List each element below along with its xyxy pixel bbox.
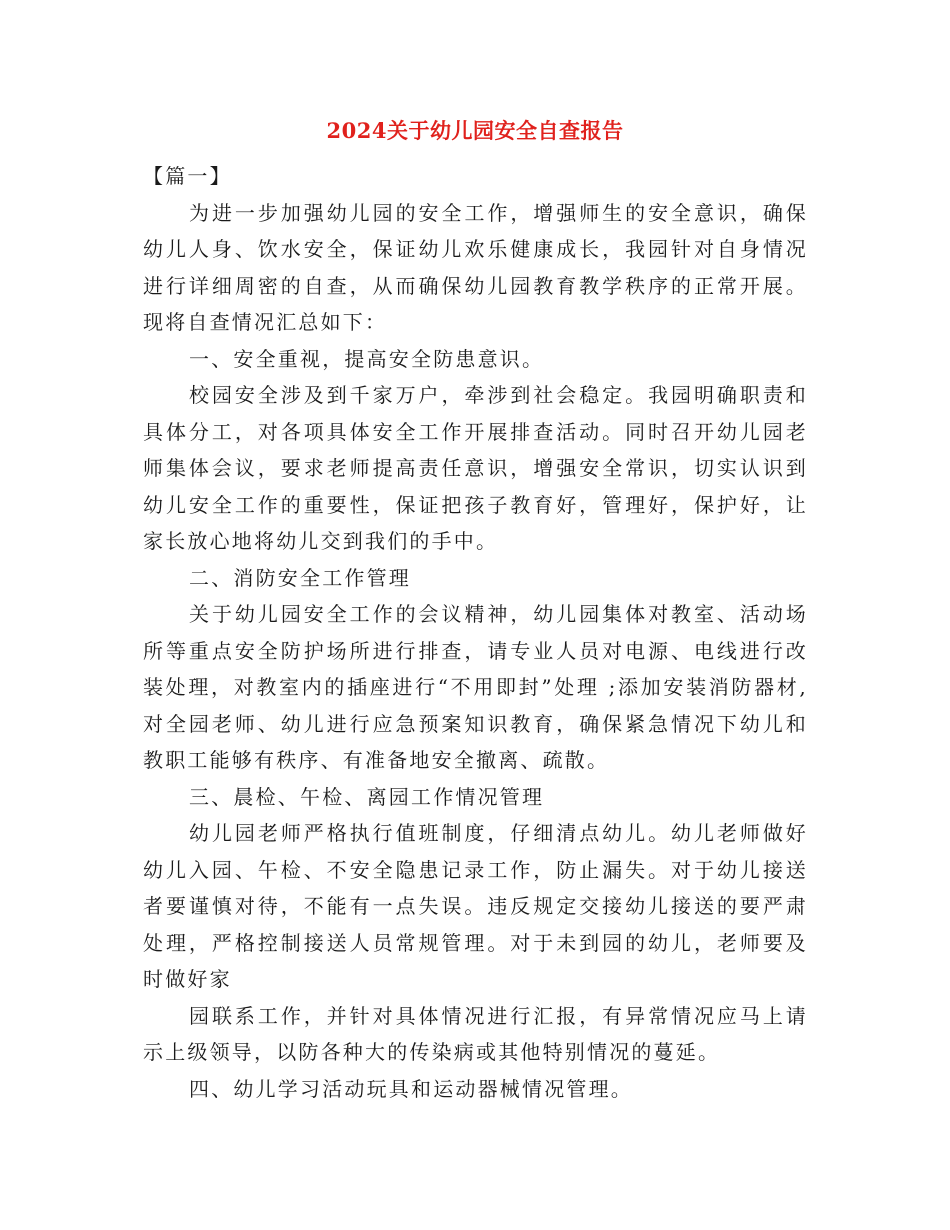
section-marker: 【篇一】 [143, 164, 232, 188]
section-heading-2: 二、消防安全工作管理 [189, 565, 411, 590]
paragraph-1: 校园安全涉及到千家万户，牵涉到社会稳定。我园明确职责和具体分工，对各项具体安全工作开展排查活动。同时召开幼儿园老师集体会议，要求老师提高责任意识，增强安全常识，切实认识到幼儿安全工作的重要性，保证把孩子教育好，管理好，保护好，让家长放心地将幼儿交到我们的手中。 [143, 383, 808, 553]
paragraph-2: 关于幼儿园安全工作的会议精神，幼儿园集体对教室、活动场所等重点安全防护场所进行排查，请专业人员对电源、电线进行改装处理，对教室内的插座进行“不用即封”处理 ;添加安装消防器材,对全园老师、幼儿进行应急预案知识教育，确保紧急情况下幼儿和教职工能够有秩序、有准备地安全撤离、疏散。 [143, 602, 808, 772]
document-title: 2024关于幼儿园安全自查报告 [326, 118, 624, 143]
paragraph-3-continued: 园联系工作，并针对具体情况进行汇报，有异常情况应马上请示上级领导，以防各种大的传染病或其他特别情况的蔓延。 [143, 1003, 808, 1064]
paragraph-intro: 为进一步加强幼儿园的安全工作，增强师生的安全意识，确保幼儿人身、饮水安全，保证幼儿欢乐健康成长，我园针对自身情况进行详细周密的自查，从而确保幼儿园教育教学秩序的正常开展。现将自查情况汇总如下： [143, 200, 808, 334]
section-heading-3: 三、晨检、午检、离园工作情况管理 [189, 784, 545, 809]
document-body [143, 158, 808, 1107]
section-heading-1: 一、安全重视，提高安全防患意识。 [189, 346, 545, 371]
paragraph-3: 幼儿园老师严格执行值班制度，仔细清点幼儿。幼儿老师做好幼儿入园、午检、不安全隐患记录工作，防止漏失。对于幼儿接送者要谨慎对待，不能有一点失误。违反规定交接幼儿接送的要严肃处理，严格控制接送人员常规管理。对于未到园的幼儿，老师要及时做好家 [143, 821, 808, 991]
section-heading-4: 四、幼儿学习活动玩具和运动器械情况管理。 [189, 1076, 633, 1101]
